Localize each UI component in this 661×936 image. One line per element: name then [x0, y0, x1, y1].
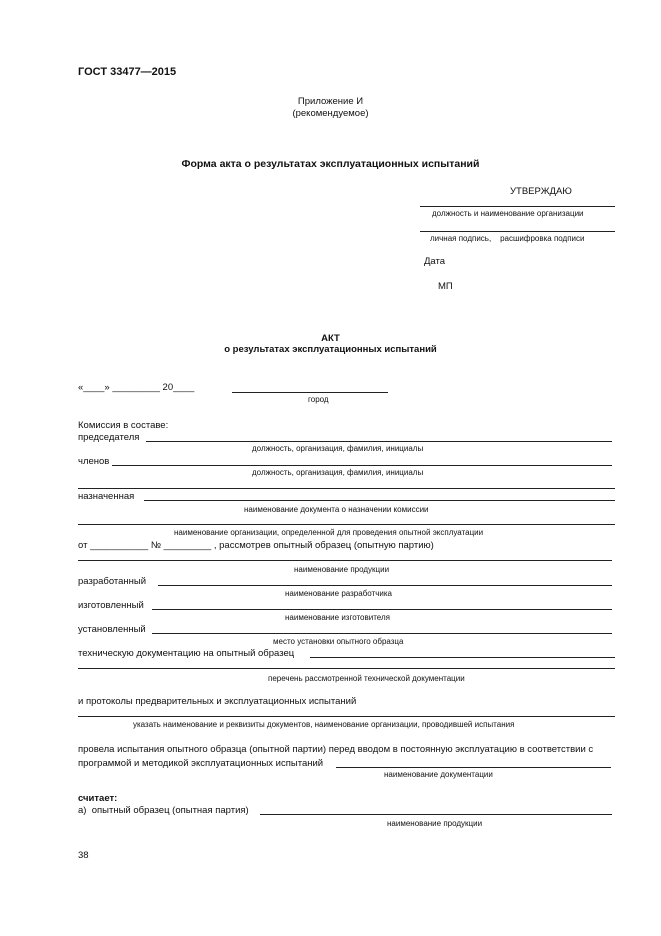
act-subtitle: о результатах эксплуатационных испытаний	[224, 344, 437, 355]
appointed-line[interactable]	[144, 500, 615, 501]
techdoc-hint: перечень рассмотренной технической документации	[268, 674, 465, 683]
chairman-label: председателя	[78, 432, 140, 443]
conducted-line-1: провела испытания опытного образца (опытной партии) перед вводом в постоянную эксплуатацию в соответствии с	[78, 744, 594, 755]
chairman-hint: должность, организация, фамилия, инициалы	[252, 444, 424, 453]
item-a-label: а) опытный образец (опытная партия)	[78, 805, 249, 816]
manufacturer-hint: наименование изготовителя	[285, 613, 390, 622]
chairman-line[interactable]	[146, 441, 612, 442]
location-hint: место установки опытного образца	[273, 637, 404, 646]
program-docs-line[interactable]	[336, 767, 611, 768]
members-extra-line[interactable]	[78, 488, 615, 489]
approve-label: УТВЕРЖДАЮ	[510, 186, 572, 197]
appendix-title: Приложение И	[297, 96, 364, 107]
approve-org-line[interactable]	[420, 206, 615, 207]
techdoc-label: техническую документацию на опытный образец	[78, 648, 295, 659]
techdoc-extra-line[interactable]	[78, 668, 615, 669]
protocols-line[interactable]	[78, 716, 615, 717]
seal-label: МП	[438, 281, 453, 292]
protocols-hint: указать наименование и реквизиты документов, наименование организации, проводившей испытания	[133, 720, 515, 729]
manufactured-label: изготовленный	[78, 600, 144, 611]
developer-hint: наименование разработчика	[285, 589, 392, 598]
form-title: Форма акта о результатах эксплуатационных испытаний	[181, 158, 480, 170]
approve-signature-hint: личная подпись, расшифровка подписи	[430, 234, 585, 243]
members-hint: должность, организация, фамилия, инициалы	[252, 468, 424, 477]
appointed-hint: наименование документа о назначении комиссии	[244, 505, 429, 514]
organization-hint: наименование организации, определенной для проведения опытной эксплуатации	[174, 528, 484, 537]
installed-label: установленный	[78, 624, 146, 635]
approve-date-label: Дата	[424, 256, 446, 267]
members-line[interactable]	[112, 465, 612, 466]
developer-line[interactable]	[158, 585, 612, 586]
item-a-hint: наименование продукции	[387, 819, 483, 828]
product-line[interactable]	[78, 560, 612, 561]
appointed-label: назначенная	[78, 491, 135, 502]
item-a-line[interactable]	[260, 814, 612, 815]
members-label: членов	[78, 456, 110, 467]
protocols-label: и протоколы предварительных и эксплуатационных испытаний	[78, 696, 357, 707]
manufacturer-line[interactable]	[152, 609, 612, 610]
standard-code: ГОСТ 33477—2015	[78, 66, 177, 78]
appendix-status: (рекомендуемое)	[292, 108, 369, 119]
conducted-line-2: программой и методикой эксплуатационных испытаний	[78, 758, 324, 769]
act-title: АКТ	[321, 333, 340, 344]
city-line[interactable]	[232, 392, 388, 393]
act-date-field[interactable]: «____» _________ 20____	[78, 382, 195, 393]
techdoc-line[interactable]	[310, 657, 615, 658]
page-number: 38	[78, 850, 89, 861]
program-docs-hint: наименование документации	[384, 770, 493, 779]
developed-label: разработанный	[78, 576, 147, 587]
order-ref-line[interactable]: от ___________ № _________ , рассмотрев опытный образец (опытную партию)	[78, 540, 434, 551]
organization-line[interactable]	[78, 524, 615, 525]
considers-label: считает:	[78, 793, 118, 804]
location-line[interactable]	[152, 633, 612, 634]
commission-label: Комиссия в составе:	[78, 420, 169, 431]
product-hint: наименование продукции	[294, 565, 390, 574]
approve-org-hint: должность и наименование организации	[432, 209, 584, 218]
approve-signature-line[interactable]	[420, 231, 615, 232]
city-hint: город	[308, 395, 329, 404]
